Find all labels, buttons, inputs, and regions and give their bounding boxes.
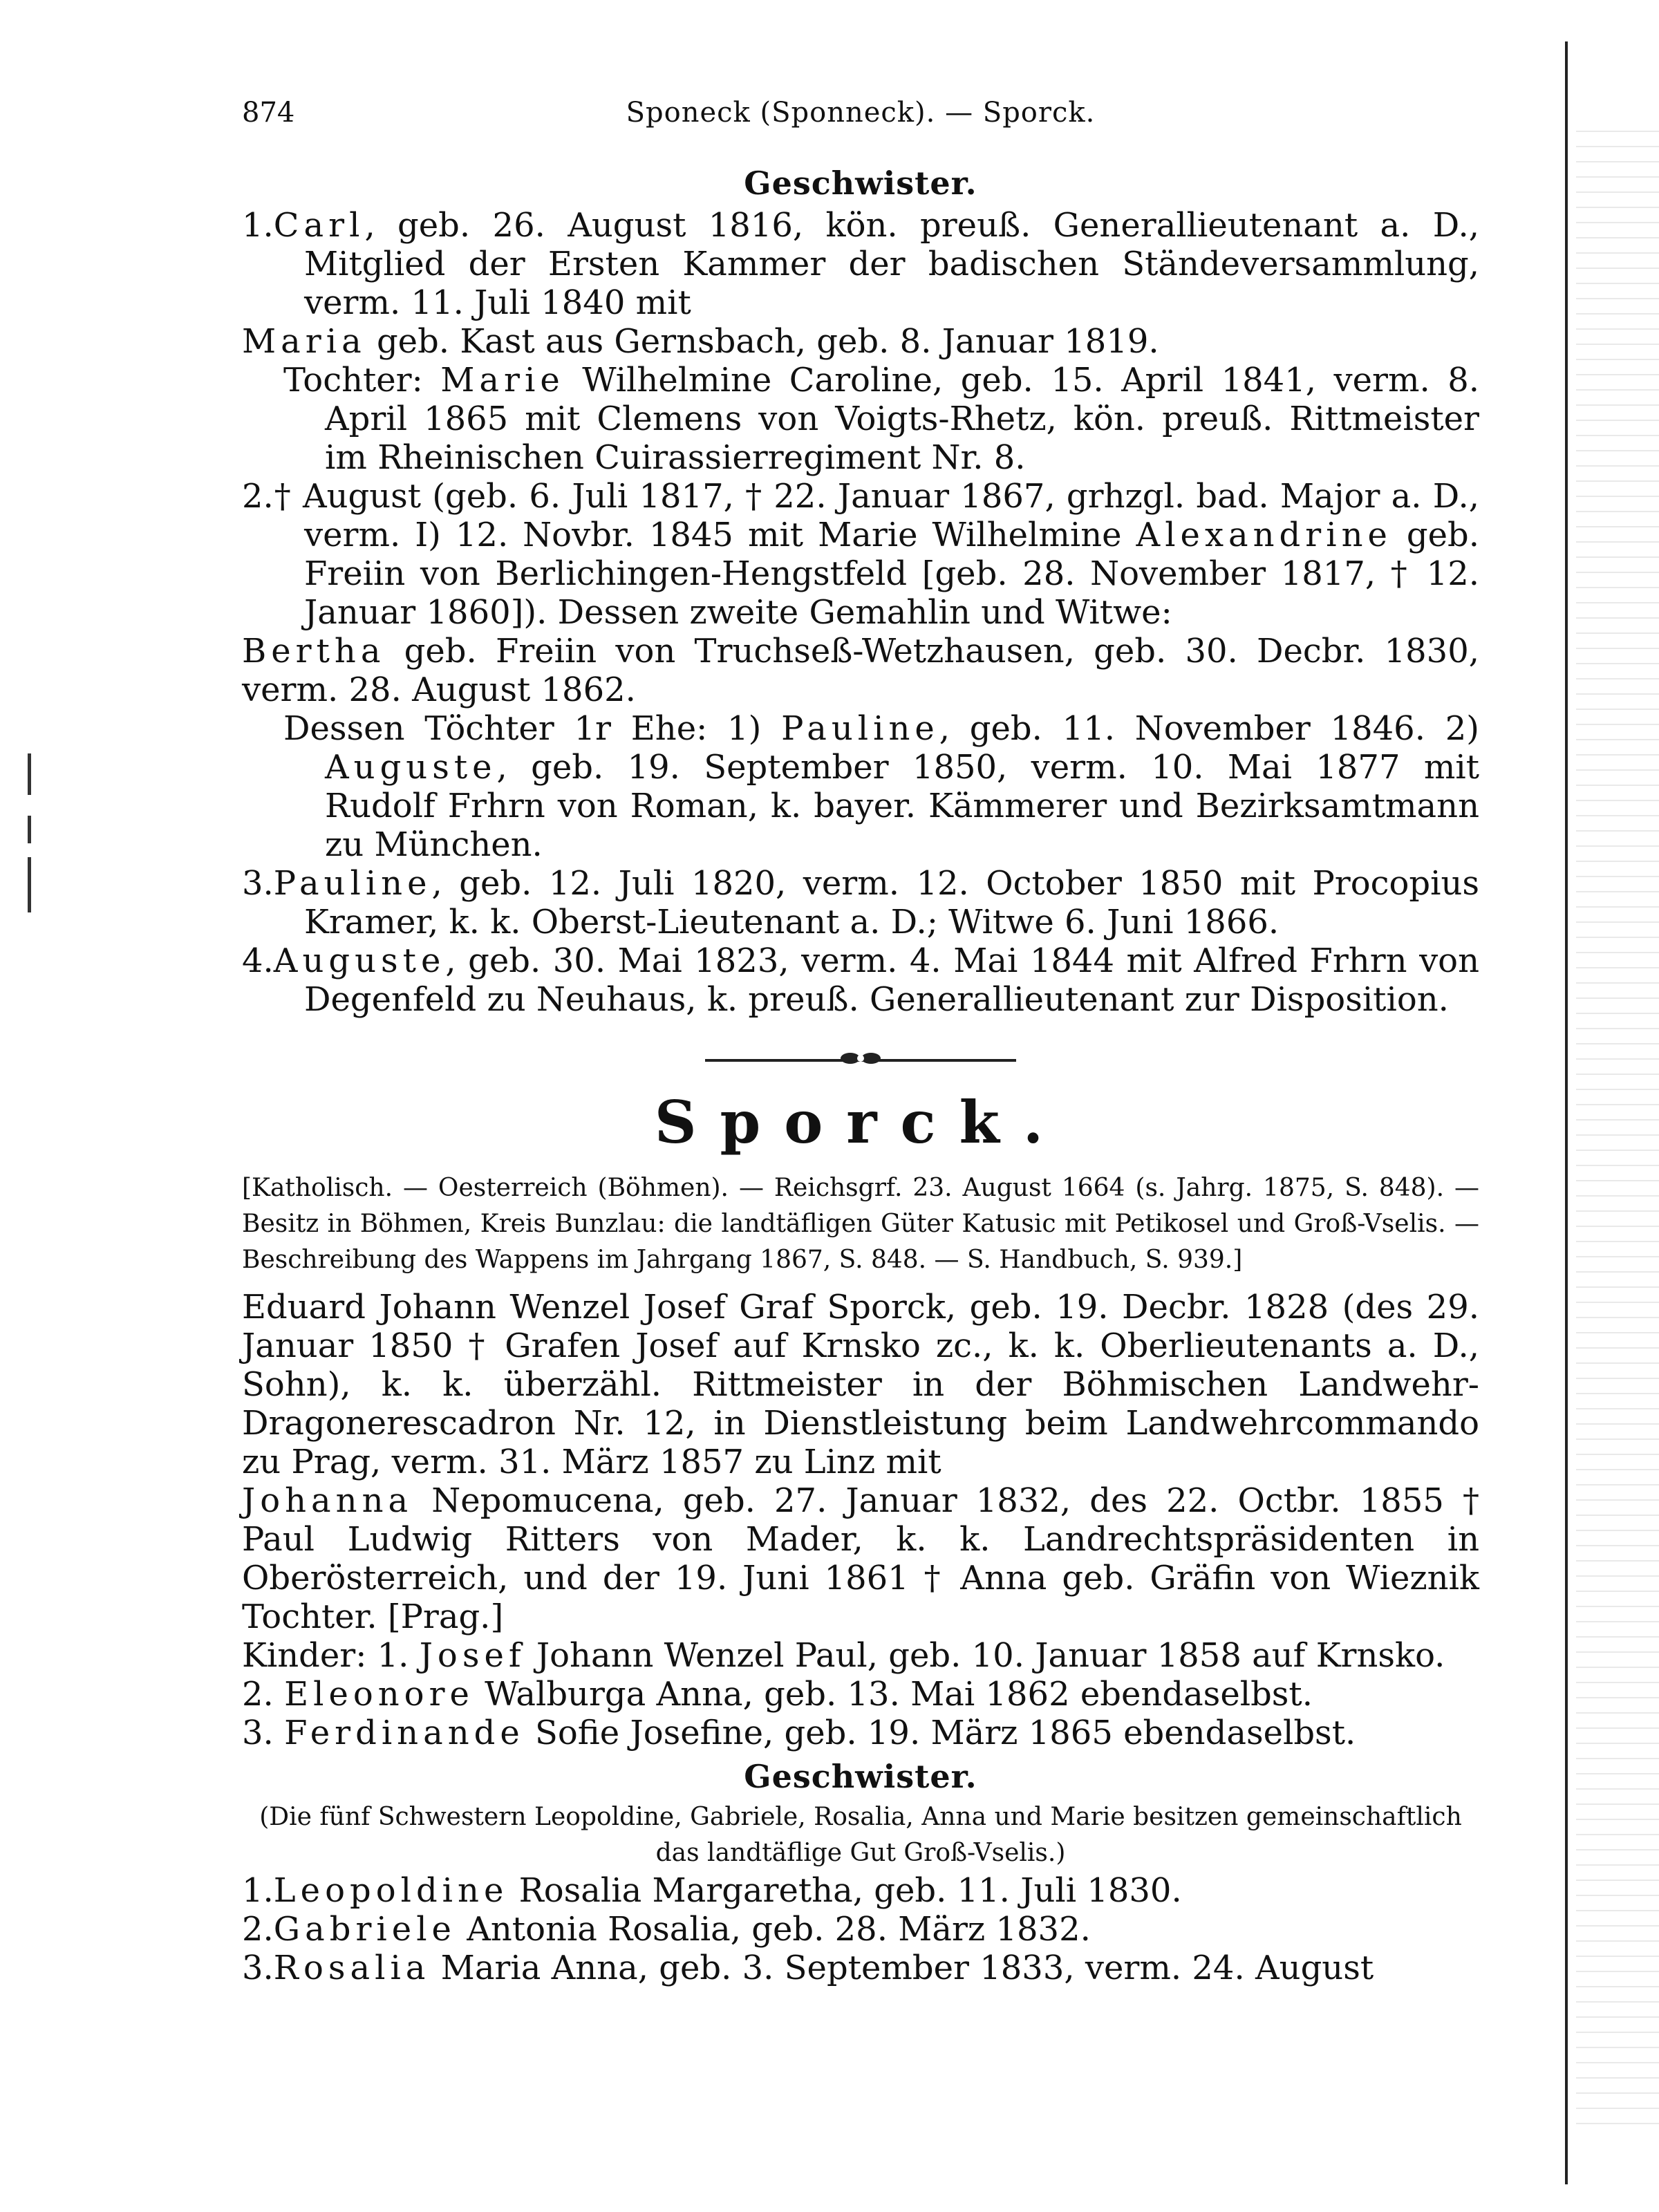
sibling-entry: 4.Auguste, geb. 30. Mai 1823, verm. 4. Mai 1844 mit Alfred Frhrn von Degenfeld zu Neuhaus, k. preuß. Generallieutenant zur Disposition. (242, 941, 1479, 1019)
margin-mark (28, 753, 31, 795)
person-name: Bertha (242, 632, 386, 671)
family-title: Sporck. (654, 1088, 1067, 1156)
child-entry: 2. Eleonore Walburga Anna, geb. 13. Mai 1862 ebendaselbst. (242, 1675, 1313, 1714)
facing-page-bleed (1576, 124, 1659, 2129)
sibling-entry: 1.Leopoldine Rosalia Margaretha, geb. 11. Juli 1830. (242, 1871, 1182, 1910)
sibling-entry: 2.† August (geb. 6. Juli 1817, † 22. Januar 1867, grhzgl. bad. Major a. D., verm. I) 12. Novbr. 1845 mit Marie Wilhelmine Alexandrine geb. Freiin von Berlichingen-Hengstfeld [geb. 28. November 1817, † 12. Januar 1860]). Dessen zweite Gemahlin und Witwe: (242, 477, 1479, 632)
sibling-entry: 3.Pauline, geb. 12. Juli 1820, verm. 12. October 1850 mit Procopius Kramer, k. k. Oberst-Lieutenant a. D.; Witwe 6. Juni 1866. (242, 864, 1479, 941)
person-name: Pauline (781, 709, 939, 748)
person-name: Pauline (273, 864, 432, 903)
family-info: [Katholisch. — Oesterreich (Böhmen). — Reichsgrf. 23. August 1664 (s. Jahrg. 1875, S. 848). — Besitz in Böhmen, Kreis Bunzlau: die landtäfligen Güter Katusic mit Petikosel und Groß-Vselis. — Beschreibung des Wappens im Jahrgang 1867, S. 848. — S. Handbuch, S. 939.] (242, 1174, 1479, 1274)
sibling-entry: 2.Gabriele Antonia Rosalia, geb. 28. März 1832. (242, 1910, 1091, 1949)
sisters-note: (Die fünf Schwestern Leopoldine, Gabriele, Rosalia, Anna und Marie besitzen gemeinschaftlich das landtäflige Gut Groß-Vselis.) (259, 1803, 1462, 1867)
page-number: 874 (242, 97, 295, 129)
section-heading: Geschwister. (744, 1758, 977, 1795)
section-heading: Geschwister. (744, 165, 977, 202)
person-name: Alexandrine (1136, 516, 1392, 554)
head-of-house-entry: Eduard Johann Wenzel Josef Graf Sporck, geb. 19. Decbr. 1828 (des 29. Januar 1850 † Grafen Josef auf Krnsko zc., k. k. Oberlieutenants a. D., Sohn), k. k. überzähl. Rittmeister in der Böhmischen Landwehr-Dragonerescadron Nr. 12, in Dienstleistung beim Landwehrcommando zu Prag, verm. 31. März 1857 zu Linz mit (242, 1288, 1479, 1481)
child-entry: Tochter: Marie Wilhelmine Caroline, geb. 15. April 1841, verm. 8. April 1865 mit Clemens von Voigts-Rhetz, kön. preuß. Rittmeister im Rheinischen Cuirassierregiment Nr. 8. (283, 361, 1480, 477)
spouse-entry: Johanna Nepomucena, geb. 27. Januar 1832, des 22. Octbr. 1855 † Paul Ludwig Ritters von Mader, k. k. Landrechtspräsidenten in Oberösterreich, und der 19. Juni 1861 † Anna geb. Gräfin von Wieznik Tochter. [Prag.] (242, 1481, 1479, 1636)
page-header (242, 97, 1479, 159)
spouse-entry: Maria geb. Kast aus Gernsbach, geb. 8. Januar 1819. (242, 322, 1159, 361)
person-name: Leopoldine (273, 1871, 509, 1910)
person-name: Carl (273, 206, 365, 245)
person-name: Johanna (242, 1481, 413, 1520)
spouse-entry: Bertha geb. Freiin von Truchseß-Wetzhausen, geb. 30. Decbr. 1830, verm. 28. August 1862. (242, 632, 1479, 709)
ornament-icon (836, 1048, 885, 1069)
margin-mark (28, 857, 31, 912)
margin-mark (28, 816, 31, 843)
person-name: Rosalia (273, 1949, 431, 1987)
person-name: Josef (419, 1636, 526, 1675)
running-title: Sponeck (Sponneck). — Sporck. (626, 97, 1096, 129)
person-name: Maria (242, 322, 366, 361)
ornamental-divider (242, 1040, 1479, 1081)
person-name: Ferdinande (284, 1714, 525, 1752)
person-name: Auguste (325, 748, 497, 787)
child-entry: 3. Ferdinande Sofie Josefine, geb. 19. März 1865 ebendaselbst. (242, 1714, 1356, 1752)
text-block (242, 97, 1479, 1987)
person-name: Gabriele (273, 1910, 456, 1949)
child-entry: Dessen Töchter 1r Ehe: 1) Pauline, geb. 11. November 1846. 2) Auguste, geb. 19. September 1850, verm. 10. Mai 1877 mit Rudolf Frhrn von Roman, k. bayer. Kämmerer und Bezirksamtmann zu München. (283, 709, 1479, 864)
gutter-rule (1565, 41, 1568, 2184)
person-name: Auguste (273, 941, 446, 980)
person-name: Eleonore (284, 1675, 474, 1714)
sibling-entry: 3.Rosalia Maria Anna, geb. 3. September 1833, verm. 24. August (242, 1949, 1374, 1987)
sibling-entry: 1.Carl, geb. 26. August 1816, kön. preuß. Generallieutenant a. D., Mitglied der Ersten Kammer der badischen Ständeversammlung, verm. 11. Juli 1840 mit (242, 206, 1479, 322)
child-entry: Kinder: 1. Josef Johann Wenzel Paul, geb. 10. Januar 1858 auf Krnsko. (242, 1636, 1445, 1675)
person-name: Marie (440, 361, 565, 400)
